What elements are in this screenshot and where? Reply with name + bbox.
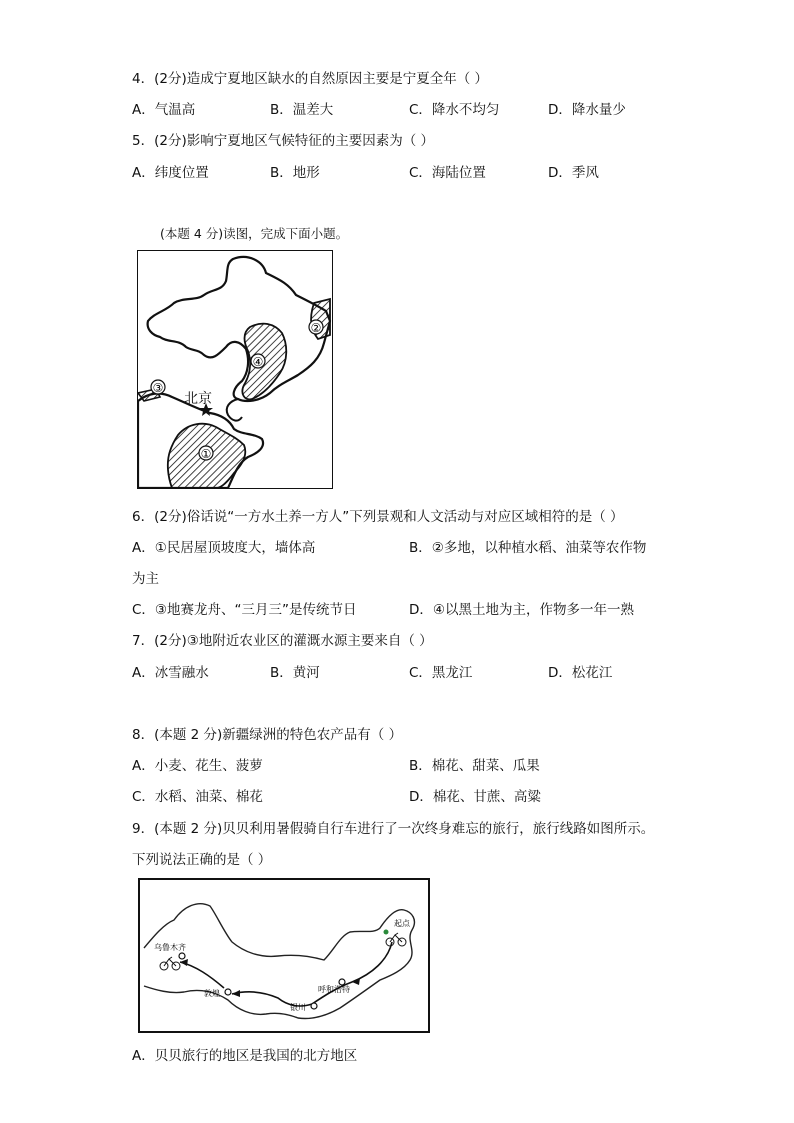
marker-4 — [251, 354, 265, 369]
q5-option-b: B．地形 — [270, 165, 320, 181]
hohhot-label: 呼和浩特 — [318, 985, 350, 994]
start-label: 起点 — [394, 919, 410, 928]
q4-option-c: C．降水不均匀 — [409, 102, 500, 118]
q9-stem: 9．(本题 2 分)贝贝利用暑假骑自行车进行了一次终身难忘的旅行，旅行线路如图所示。 — [132, 821, 655, 837]
svg-text:③: ③ — [152, 381, 164, 395]
yinchuan-label: 银川 — [290, 1003, 306, 1012]
q5-stem: 5．(2分)影响宁夏地区气候特征的主要因素为（ ） — [132, 133, 435, 149]
route-line-2 — [180, 962, 224, 988]
q5-option-c: C．海陆位置 — [409, 165, 486, 181]
q7-stem: 7．(2分)③地附近农业区的灌溉水源主要来自（ ） — [132, 633, 433, 649]
marker-2 — [309, 320, 323, 335]
q9-stem-2: 下列说法正确的是（ ） — [132, 852, 272, 868]
svg-text:②: ② — [310, 321, 322, 335]
q6-option-c: C．③地赛龙舟、“三月三”是传统节日 — [132, 602, 357, 618]
northeast-outline — [148, 257, 330, 401]
marker-3 — [151, 380, 165, 395]
q6-option-d: D．④以黑土地为主，作物多一年一熟 — [409, 602, 634, 618]
q7-option-d: D．松花江 — [548, 665, 613, 681]
marker-1 — [199, 446, 213, 461]
urumqi-label: 乌鲁木齐 — [154, 943, 186, 952]
arrow-icon-3 — [352, 978, 360, 985]
q4-stem: 4．(2分)造成宁夏地区缺水的自然原因主要是宁夏全年（ ） — [132, 71, 489, 87]
q6-stem: 6．(2分)俗话说“一方水土养一方人”下列景观和人文活动与对应区域相符的是（ ） — [132, 509, 624, 525]
yinchuan-point — [311, 1003, 317, 1009]
q8-option-b: B．棉花、甜菜、瓜果 — [409, 758, 540, 774]
urumqi-point — [179, 953, 185, 959]
q8-stem: 8．(本题 2 分)新疆绿洲的特色农产品有（ ） — [132, 727, 403, 743]
q5-option-a: A．纬度位置 — [132, 165, 209, 181]
q8-option-d: D．棉花、甘蔗、高粱 — [409, 789, 541, 805]
q7-option-c: C．黑龙江 — [409, 665, 473, 681]
group-intro: (本题 4 分)读图，完成下面小题。 — [160, 226, 349, 241]
bicycle-icon — [386, 933, 406, 946]
q4-option-d: D．降水量少 — [548, 102, 626, 118]
dunhuang-label: 敦煌 — [204, 989, 220, 998]
arrow-icon — [180, 959, 188, 966]
q9-option-a: A．贝贝旅行的地区是我国的北方地区 — [132, 1048, 358, 1064]
q8-option-c: C．水稻、油菜、棉花 — [132, 789, 263, 805]
arrow-icon-2 — [232, 990, 240, 997]
q5-option-d: D．季风 — [548, 165, 599, 181]
q6-option-b: B．②多地，以种植水稻、油菜等农作物 — [409, 540, 647, 556]
svg-text:①: ① — [200, 447, 212, 461]
china-east-map — [137, 250, 333, 489]
dunhuang-point — [225, 989, 231, 995]
svg-text:④: ④ — [252, 355, 264, 369]
route-line — [232, 942, 392, 1006]
start-point — [384, 930, 389, 935]
q4-option-a: A．气温高 — [132, 102, 196, 118]
q4-option-b: B．温差大 — [270, 102, 334, 118]
q6-option-b-wrap: 为主 — [132, 571, 159, 587]
q8-option-a: A．小麦、花生、菠萝 — [132, 758, 263, 774]
q7-option-b: B．黄河 — [270, 665, 320, 681]
beijing-label: 北京 — [184, 391, 212, 407]
bicycle-icon-2 — [160, 957, 180, 970]
bohai-coast — [227, 399, 242, 421]
q7-option-a: A．冰雪融水 — [132, 665, 209, 681]
route-map — [138, 878, 430, 1033]
q6-option-a: A．①民居屋顶坡度大，墙体高 — [132, 540, 316, 556]
